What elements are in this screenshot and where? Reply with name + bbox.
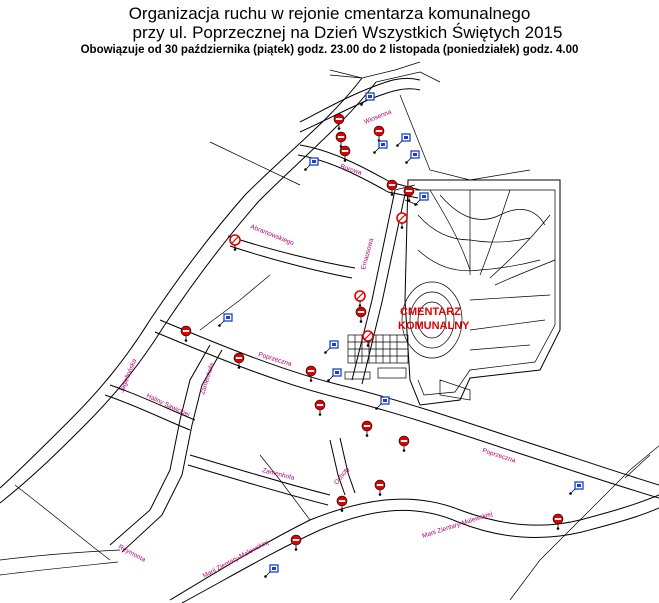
parking-sign-icon — [304, 158, 318, 171]
no-entry-sign-icon — [356, 307, 366, 323]
parking-sign-icon — [405, 151, 419, 164]
no-entry-sign-icon — [306, 366, 316, 382]
street-label-poprzeczna-east: Poprzeczna — [481, 447, 517, 465]
street-label-wiosenna: Wiosenna — [363, 108, 393, 126]
no-entry-sign-icon — [336, 132, 346, 148]
no-stopping-sign-icon — [355, 291, 365, 307]
street-label-jagiellonska: Jagiellońska — [118, 357, 139, 394]
street-label-abramowskiego: Abramowskiego — [249, 223, 295, 248]
parking-sign-icon — [396, 134, 410, 147]
street-label-marii-east: Marii Zientary-Malewskiej — [421, 510, 494, 540]
parking-sign-icon — [324, 341, 338, 354]
parking-sign-icon — [375, 397, 389, 410]
no-entry-sign-icon — [181, 326, 191, 342]
street-label-emausowa: Emausowa — [360, 237, 376, 271]
no-entry-sign-icon — [374, 126, 384, 142]
traffic-signs — [181, 93, 583, 578]
cemetery-label-line2: KOMUNALNY — [398, 320, 470, 332]
street-label-zamenhofa-south: Zamenhofa — [261, 467, 296, 482]
no-entry-sign-icon — [362, 421, 372, 437]
street-label-ochoty: Ochoty — [333, 465, 352, 487]
street-label-zamenhofa-north: Zamenhofa — [199, 362, 217, 396]
street-label-haliny-sawickiej: Haliny Sawickiej — [145, 392, 191, 419]
map-title: Organizacja ruchu w rejonie cmentarza komunalnego — [128, 4, 531, 23]
parking-sign-icon — [264, 565, 278, 578]
no-entry-sign-icon — [315, 400, 325, 416]
parking-sign-icon — [218, 314, 232, 327]
no-entry-sign-icon — [340, 146, 350, 162]
street-label-marii-west: Marii Zientary-Malewskiej — [201, 539, 270, 580]
parking-sign-icon — [414, 193, 428, 206]
no-entry-sign-icon — [404, 186, 414, 202]
parking-sign-icon — [327, 369, 341, 382]
parking-sign-icon — [373, 141, 387, 154]
no-entry-sign-icon — [234, 353, 244, 369]
no-entry-sign-icon — [291, 535, 301, 551]
no-entry-sign-icon — [553, 514, 563, 530]
no-entry-sign-icon — [399, 436, 409, 452]
street-label-poprzeczna: Poprzeczna — [257, 351, 293, 368]
cemetery-grounds — [345, 180, 560, 405]
cemetery-label-line1: CMENTARZ — [400, 306, 461, 318]
parking-sign-icon — [569, 482, 583, 495]
street-label-reymonta: Reymonta — [117, 543, 147, 564]
map-subtitle: przy ul. Poprzecznej na Dzień Wszystkich Świętych 2015 — [132, 23, 563, 42]
street-label-borowa: Borowa — [339, 163, 363, 177]
no-entry-sign-icon — [375, 480, 385, 496]
validity-period: Obowiązuje od 30 października (piątek) godz. 23.00 do 2 listopada (poniedziałek) godz. 4.00 — [80, 44, 579, 56]
